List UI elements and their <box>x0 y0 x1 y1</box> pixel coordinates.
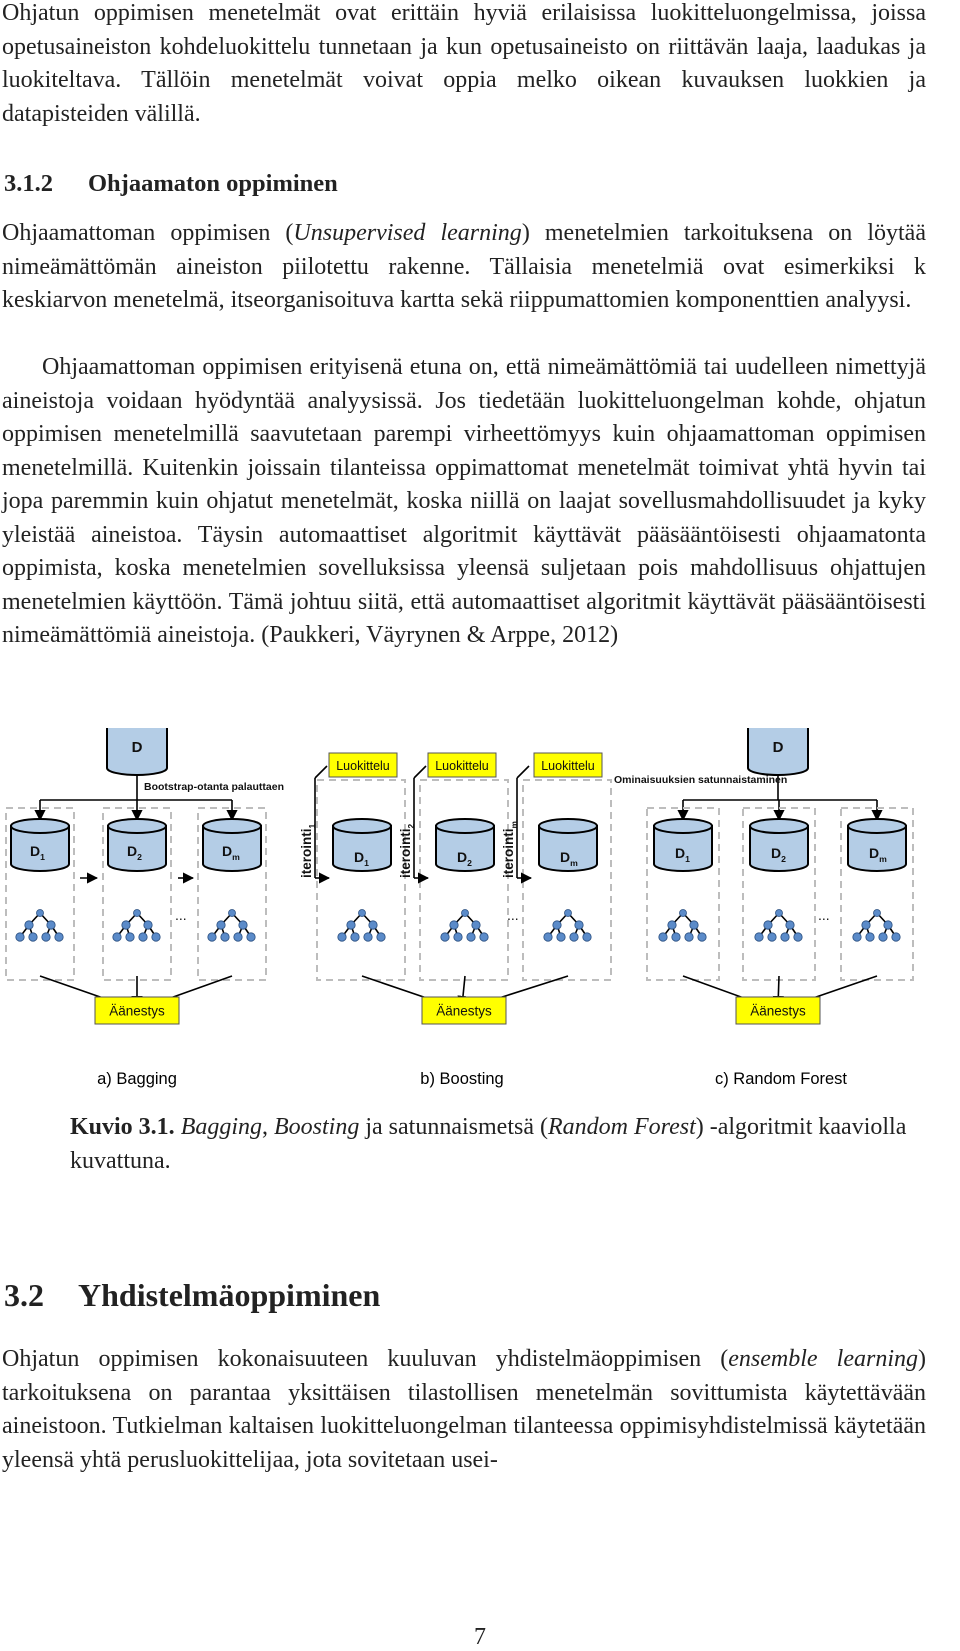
bagging-tree-node <box>126 933 134 941</box>
boosting-tree-node <box>553 921 561 929</box>
boosting-tree-node <box>347 921 355 929</box>
paragraph-ensemble <box>2 1343 926 1477</box>
label-bagging: a) Bagging <box>97 1070 177 1088</box>
rf-tree-node <box>768 933 776 941</box>
boosting-dm: $D_m$ <box>560 849 578 869</box>
rf-tree-node <box>680 910 687 917</box>
bagging-tree-node <box>229 910 236 917</box>
bagging-tree-node <box>25 921 33 929</box>
rf-tree-node <box>786 921 794 929</box>
label-boosting: b) Boosting <box>420 1070 504 1088</box>
bagging-tree-node <box>221 933 229 941</box>
bagging-sample-db-top <box>11 819 69 833</box>
rf-tree-node <box>879 933 887 941</box>
page-number: 7 <box>474 1624 486 1650</box>
boosting-iteration-frame <box>523 780 611 980</box>
rf-sample-db-top <box>848 819 906 833</box>
text: Bagging <box>180 1114 263 1140</box>
boosting-tree-node <box>364 933 372 941</box>
boosting-d2: $D_2$ <box>457 849 472 869</box>
bagging-tree-node <box>29 933 37 941</box>
boosting-iteration-frame <box>420 780 508 980</box>
boosting-vote-label: Äänestys <box>436 1003 492 1019</box>
section-title: Ohjaamaton oppiminen <box>88 170 338 197</box>
bagging-tree-node <box>217 921 225 929</box>
paragraph-unsupervised <box>2 217 926 318</box>
rf-tree-node <box>874 910 881 917</box>
rf-tree-node <box>794 933 802 941</box>
rf-tree-node <box>659 933 667 941</box>
boosting-tree-node <box>575 921 583 929</box>
rf-tree-node <box>690 921 698 929</box>
bagging-tree-node <box>37 910 44 917</box>
rf-tree-node <box>764 921 772 929</box>
bagging-tree-node <box>234 933 242 941</box>
bagging-ellipsis: ... <box>175 907 187 923</box>
boosting-tree-node <box>467 933 475 941</box>
figure-caption <box>70 1111 910 1178</box>
rf-tree-node <box>781 933 789 941</box>
boosting-tree-node <box>441 933 449 941</box>
boosting-tree-node <box>338 933 346 941</box>
bagging-tree-node <box>16 933 24 941</box>
rf-tree-node <box>892 933 900 941</box>
boosting-iterm-hook <box>517 766 529 778</box>
boosting-tree-node <box>369 921 377 929</box>
text: , <box>262 1114 275 1140</box>
boosting-tree-node <box>544 933 552 941</box>
paragraph-supervised: Ohjatun oppimisen menetelmät ovat erittäin hyviä erilaisissa luokitteluongelmissa, joissa opetusaineiston kohdeluokittelu tunnetaan ja kun opetusaineisto on riittävän laaja, laadukas ja luokiteltava. Tällöin menetelmät voivat oppia melko oikean kuvauksen luokkien ja datapisteiden välillä. <box>2 0 926 127</box>
rf-sample-db-top <box>750 819 808 833</box>
boosting-tree-node <box>472 921 480 929</box>
bagging-tree-node <box>47 921 55 929</box>
bagging-tree-node <box>134 910 141 917</box>
text: Random Forest <box>547 1114 696 1140</box>
features-label: Ominaisuuksien satunnaistaminen <box>614 774 788 786</box>
bootstrap-label: Bootstrap-otanta palauttaen <box>144 781 285 793</box>
section-heading-3-1-2 <box>4 170 338 198</box>
boosting-classifier-label: Luokittelu <box>541 759 595 773</box>
boosting-iterm-label: iterointi$_m$ <box>501 821 520 878</box>
rf-dm: $D_m$ <box>869 845 887 865</box>
boosting-sample-db-top <box>333 819 391 833</box>
boosting-iter2-label: iterointi$_2$ <box>398 823 417 878</box>
rf-sample-db-top <box>654 819 712 833</box>
boosting-tree-node <box>359 910 366 917</box>
bagging-tree-node <box>55 933 63 941</box>
rf-tree-node <box>866 933 874 941</box>
boosting-tree-node <box>462 910 469 917</box>
rf-tree-node <box>853 933 861 941</box>
bagging-tree-node <box>139 933 147 941</box>
rf-d1: $D_1$ <box>675 845 690 865</box>
bagging-tree-node <box>247 933 255 941</box>
term-italic: Unsupervised learning <box>293 220 522 246</box>
rf-tree-node <box>862 921 870 929</box>
text: ) menetelmien tarkoituksena on löytää nimeämättömän aineiston piilotettu rakenne. Tällaisia menetelmiä ovat esimerkiksi k keskiarvon menetelmä, itseorganisoituva kartta sekä riippumattomien komponenttien analyysi. <box>2 220 926 313</box>
section-heading-3-2 <box>4 1277 380 1314</box>
bagging-tree-node <box>208 933 216 941</box>
boosting-tree-node <box>557 933 565 941</box>
bagging-tree-node <box>239 921 247 929</box>
boosting-tree-node <box>583 933 591 941</box>
boosting-iter1-hook <box>315 766 327 778</box>
bagging-sample-db-top <box>108 819 166 833</box>
bagging-tree-node <box>122 921 130 929</box>
text: Ohjatun oppimisen kokonaisuuteen kuuluvan yhdistelmäoppimisen ( <box>2 1346 729 1372</box>
bagging-sample-db-top <box>203 819 261 833</box>
boosting-tree-node <box>565 910 572 917</box>
bagging-tree-node <box>113 933 121 941</box>
boosting-classifier-label: Luokittelu <box>336 759 390 773</box>
boosting-sample-db-top <box>436 819 494 833</box>
term-italic: ensemble learning <box>728 1346 919 1372</box>
rf-vote-label: Äänestys <box>750 1003 806 1019</box>
boosting-tree-node <box>570 933 578 941</box>
bagging-root-label: D <box>131 739 143 756</box>
boosting-iter2-hook <box>414 766 426 778</box>
rf-tree-node <box>668 921 676 929</box>
rf-ellipsis: ... <box>818 907 830 923</box>
bagging-tree-node <box>152 933 160 941</box>
bagging-tree-node <box>144 921 152 929</box>
section-title: Yhdistelmäoppiminen <box>78 1277 381 1313</box>
text: Ohjaamattoman oppimisen ( <box>2 220 294 246</box>
text: Boosting <box>274 1114 360 1140</box>
boosting-tree-node <box>377 933 385 941</box>
boosting-iteration-frame <box>317 780 405 980</box>
boosting-sample-db-top <box>539 819 597 833</box>
boosting-d1: $D_1$ <box>354 849 369 869</box>
rf-tree-node <box>672 933 680 941</box>
bagging-vote-label: Äänestys <box>109 1003 165 1019</box>
bagging-d1: $D_1$ <box>30 843 45 863</box>
rf-tree-node <box>755 933 763 941</box>
rf-root-label: D <box>772 739 784 756</box>
boosting-tree-node <box>450 921 458 929</box>
boosting-tree-node <box>480 933 488 941</box>
ensemble-methods-figure <box>0 728 960 1098</box>
boosting-tree-node <box>351 933 359 941</box>
paragraph-unsupervised-advantages: Ohjaamattoman oppimisen erityisenä etuna on, että nimeämättömiä tai uudelleen nimettyjä aineistoja voidaan hyödyntää analyysissä. Jos tiedetään luokitteluongelman kohde, ohjatun oppimisen menetelmillä saavutetaan parempi virheettömyys kuin ohjaamattoman oppimisen menetelmillä. Kuitenkin joissain tilanteissa oppimattomat menetelmät toimivat yhtä hyvin tai jopa paremmin kuin ohjatut menetelmät, koska niillä on laajat sovellusmahdollisuudet ja kyky yleistää aineistoa. Täysin automaattiset algoritmit käyttävät pääsääntöisesti ohjaamatonta oppimista, koska menetelmien sovelluksissa yleensä suljetaan pois mahdollisuus ohjattujen menetelmien käyttöön. Tämä johtuu siitä, että automaattiset algoritmit käyttävät pääsääntöisesti nimeämättömiä aineistoja. (Paukkeri, Väyrynen & Arppe, 2012) <box>2 354 926 648</box>
bagging-tree-node <box>42 933 50 941</box>
bagging-d2: $D_2$ <box>127 843 142 863</box>
section-number: 3.1.2 <box>4 170 53 197</box>
boosting-iter1-label: iterointi$_1$ <box>299 823 318 878</box>
rf-tree-node <box>698 933 706 941</box>
rf-tree-node <box>685 933 693 941</box>
rf-tree-node <box>776 910 783 917</box>
bagging-dm: $D_m$ <box>222 843 240 863</box>
boosting-ellipsis: ... <box>507 907 519 923</box>
section-number: 3.2 <box>4 1277 44 1313</box>
rf-d2: $D_2$ <box>771 845 786 865</box>
text: ) -algoritmit kaaviolla kuvattuna. <box>70 1114 907 1174</box>
rf-tree-node <box>884 921 892 929</box>
text: ) tarkoituksena on parantaa yksittäisen tilastollisen menetelmän sovittumista käytettävään aineistoon. Tutkielman kaltaisen luokitteluongelman tilanteessa oppimisyhdistelmissä käytetään yleensä yhtä perusluokittelijaa, jota sovitetaan usei- <box>2 1346 927 1473</box>
label-random-forest: c) Random Forest <box>714 1070 848 1088</box>
boosting-classifier-label: Luokittelu <box>435 759 489 773</box>
boosting-tree-node <box>454 933 462 941</box>
text: ja satunnaismetsä ( <box>359 1114 548 1140</box>
caption-label: Kuvio 3.1. <box>70 1114 175 1140</box>
